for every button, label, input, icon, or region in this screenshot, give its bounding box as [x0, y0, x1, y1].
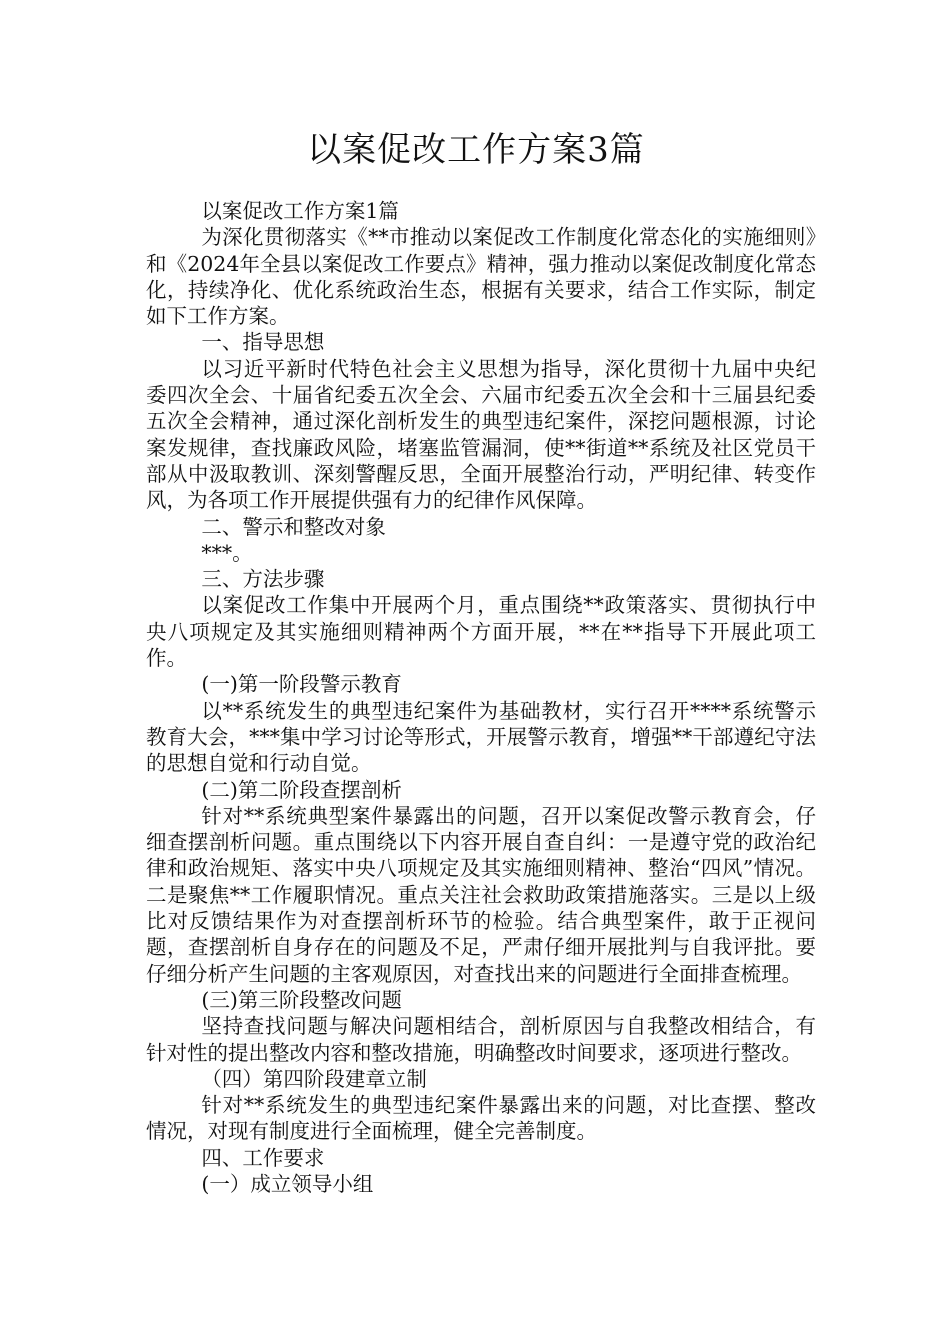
body-paragraph: 以**系统发生的典型违纪案件为基础教材，实行召开****系统警示教育大会，***集中学习讨论等形式，开展警示教育，增强**干部遵纪守法的思想自觉和行动自觉。	[146, 698, 816, 776]
body-paragraph: 坚持查找问题与解决问题相结合，剖析原因与自我整改相结合，有针对性的提出整改内容和整改措施，明确整改时间要求，逐项进行整改。	[146, 1014, 816, 1065]
subsection-heading: (一)第一阶段警示教育	[201, 672, 402, 697]
section-heading: 二、警示和整改对象	[201, 514, 386, 539]
body-paragraph: 针对**系统发生的典型违纪案件暴露出来的问题，对比查摆、整改情况，对现有制度进行全面梳理，健全完善制度。	[146, 1093, 816, 1144]
section-heading: 一、指导思想	[201, 330, 325, 355]
body-paragraph: ***。	[201, 540, 253, 565]
subsection-heading: (三)第三阶段整改问题	[201, 987, 402, 1012]
section-heading: 三、方法步骤	[201, 567, 325, 592]
body-paragraph: 针对**系统典型案件暴露出的问题，召开以案促改警示教育会，仔细查摆剖析问题。重点围绕以下内容开展自查自纠：一是遵守党的政治纪律和政治规矩、落实中央八项规定及其实施细则精神、整治“四风”情况。二是聚焦**工作履职情况。重点关注社会救助政策措施落实。三是以上级比对反馈结果作为对查摆剖析环节的检验。结合典型案件，敢于正视问题，查摆剖析自身存在的问题及不足，严肃仔细开展批判与自我评批。要仔细分析产生问题的主客观原因，对查找出来的问题进行全面排查梳理。	[146, 803, 816, 986]
section-heading: 四、工作要求	[201, 1145, 325, 1170]
body-paragraph: 以案促改工作集中开展两个月，重点围绕**政策落实、贯彻执行中央八项规定及其实施细则精神两个方面开展，**在**指导下开展此项工作。	[146, 593, 816, 671]
subsection-heading: (二)第二阶段查摆剖析	[201, 777, 402, 802]
body-paragraph: 以习近平新时代特色社会主义思想为指导，深化贯彻十九届中央纪委四次全会、十届省纪委五次全会、六届市纪委五次全会和十三届县纪委五次全会精神，通过深化剖析发生的典型违纪案件，深挖问题根源，讨论案发规律，查找廉政风险，堵塞监管漏洞，使**街道**系统及社区党员干部从中汲取教训、深刻警醒反思，全面开展整治行动，严明纪律、转变作风，为各项工作开展提供强有力的纪律作风保障。	[146, 356, 816, 513]
body-paragraph: 为深化贯彻落实《**市推动以案促改工作制度化常态化的实施细则》和《2024年全县以案促改工作要点》精神，强力推动以案促改制度化常态化，持续净化、优化系统政治生态，根据有关要求，结合工作实际，制定如下工作方案。	[146, 225, 816, 329]
subsection-heading: (一）成立领导小组	[201, 1171, 374, 1196]
document-title: 以案促改工作方案3篇	[307, 130, 645, 170]
section-heading: 以案促改工作方案1篇	[201, 199, 399, 223]
document-body	[146, 198, 816, 1197]
subsection-heading: （四）第四阶段建章立制	[201, 1066, 427, 1091]
